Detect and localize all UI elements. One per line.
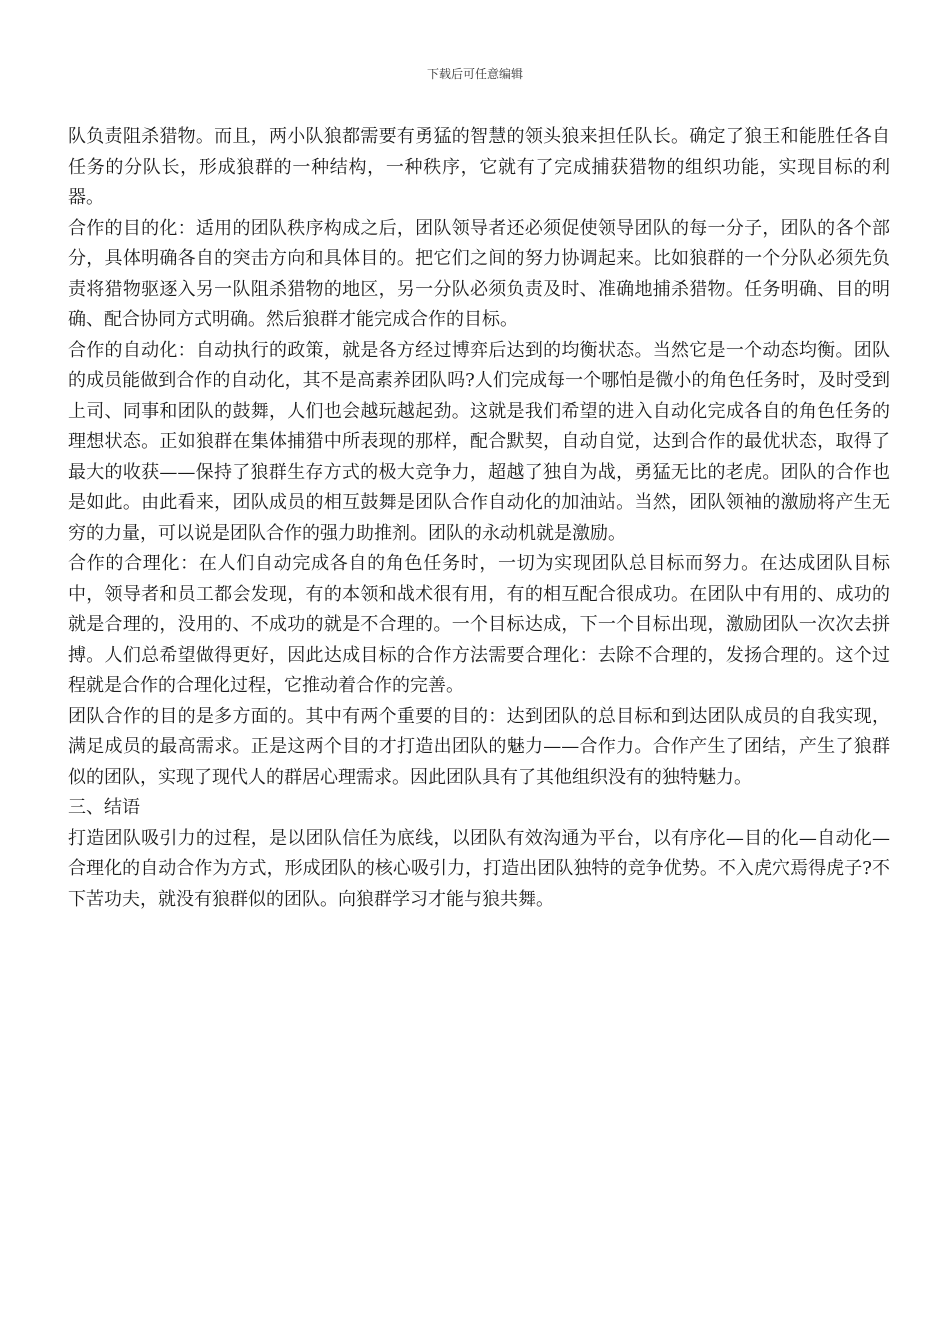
paragraph-4: 合作的合理化：在人们自动完成各自的角色任务时，一切为实现团队总目标而努力。在达成团队目标中，领导者和员工都会发现，有的本领和战术很有用，有的相互配合很成功。在团队中有用的、成功的就是合理的，没用的、不成功的就是不合理的。一个目标达成，下一个目标出现，激励团队一次次去拼搏。人们总希望做得更好，因此达成目标的合作方法需要合理化：去除不合理的，发扬合理的。这个过程就是合作的合理化过程，它推动着合作的完善。: [68, 553, 890, 696]
paragraph-2: 合作的目的化：适用的团队秩序构成之后，团队领导者还必须促使领导团队的每一分子，团队的各个部分，具体明确各自的突击方向和具体目的。把它们之间的努力协调起来。比如狼群的一个分队必须先负责将猎物驱逐入另一队阻杀猎物的地区，另一分队必须负责及时、准确地捕杀猎物。任务明确、目的明确、配合协同方式明确。然后狼群才能完成合作的目标。: [68, 217, 890, 330]
section-heading: 三、结语: [68, 797, 140, 818]
paragraph-1: 队负责阻杀猎物。而且，两小队狼都需要有勇猛的智慧的领头狼来担任队长。确定了狼王和能胜任各自任务的分队长，形成狼群的一种结构，一种秩序，它就有了完成捕获猎物的组织功能，实现目标的利器。: [68, 126, 890, 208]
paragraph-6: 打造团队吸引力的过程，是以团队信任为底线，以团队有效沟通为平台，以有序化—目的化—自动化—合理化的自动合作为方式，形成团队的核心吸引力，打造出团队独特的竞争优势。不入虎穴焉得虎子?不下苦功夫，就没有狼群似的团队。向狼群学习才能与狼共舞。: [68, 827, 890, 910]
paragraph-3: 合作的自动化：自动执行的政策，就是各方经过博弈后达到的均衡状态。当然它是一个动态均衡。团队的成员能做到合作的自动化，其不是高素养团队吗?人们完成每一个哪怕是微小的角色任务时，及时受到上司、同事和团队的鼓舞，人们也会越玩越起劲。这就是我们希望的进入自动化完成各自的角色任务的理想状态。正如狼群在集体捕猎中所表现的那样，配合默契，自动自觉，达到合作的最优状态，取得了最大的收获——保持了狼群生存方式的极大竞争力，超越了独自为战，勇猛无比的老虎。团队的合作也是如此。由此看来，团队成员的相互鼓舞是团队合作自动化的加油站。当然，团队领袖的激励将产生无穷的力量，可以说是团队合作的强力助推剂。团队的永动机就是激励。: [68, 339, 890, 544]
paragraph-5: 团队合作的目的是多方面的。其中有两个重要的目的：达到团队的总目标和到达团队成员的自我实现，满足成员的最高需求。正是这两个目的才打造出团队的魅力——合作力。合作产生了团结，产生了狼群似的团队，实现了现代人的群居心理需求。因此团队具有了其他组织没有的独特魅力。: [68, 705, 890, 788]
document-body: [68, 122, 890, 915]
page-header: 下载后可任意编辑: [426, 67, 523, 81]
